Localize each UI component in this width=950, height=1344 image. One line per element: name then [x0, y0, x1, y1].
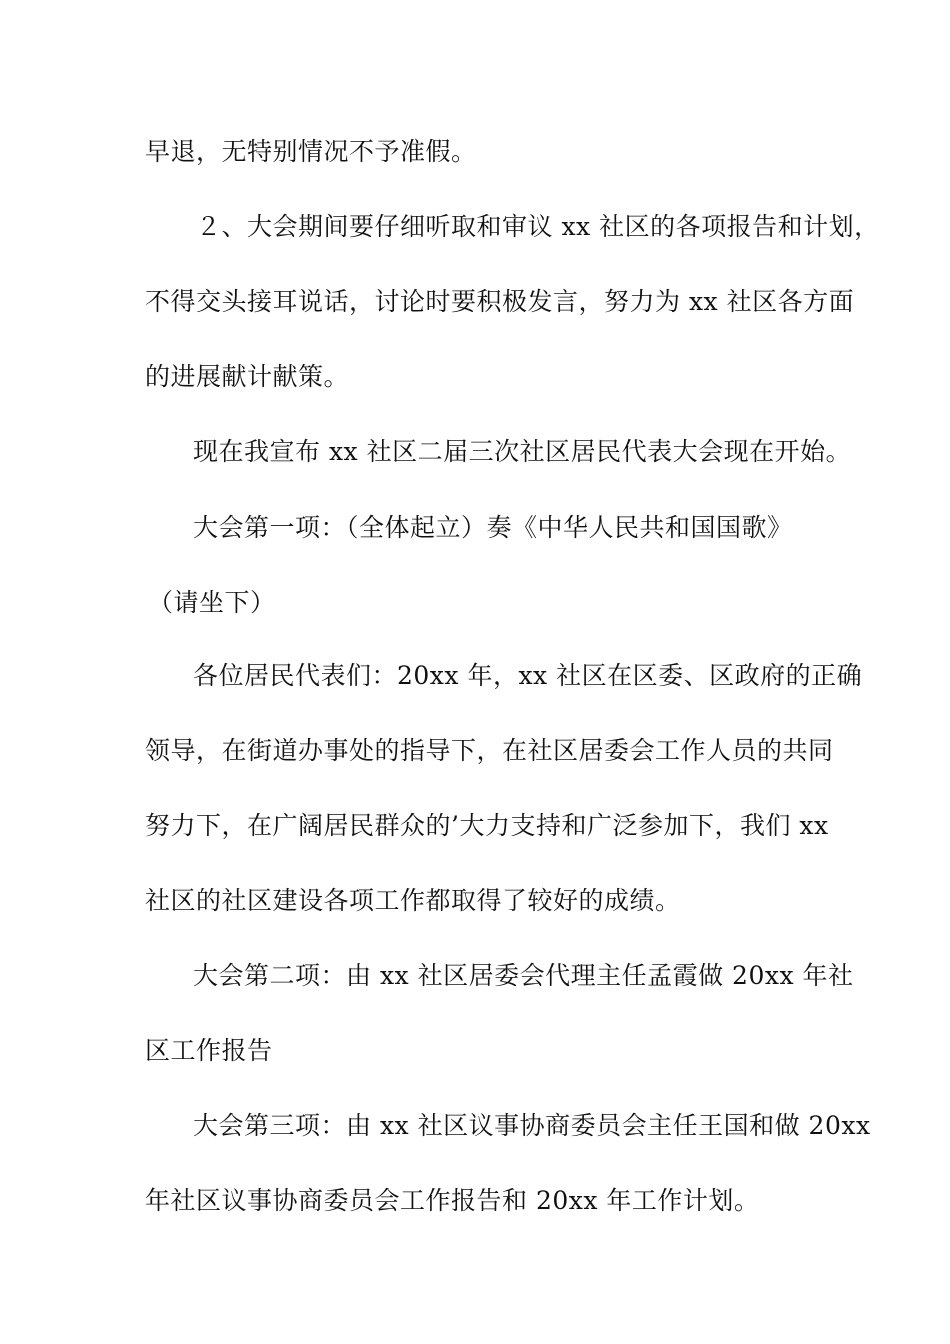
- text-line-5: 现在我宣布 xx 社区二届三次社区居民代表大会现在开始。: [193, 437, 852, 466]
- text-line-6: 大会第一项：（全体起立）奏《中华人民共和国国歌》: [193, 513, 793, 542]
- text-line-2: ２、大会期间要仔细听取和审议 xx 社区的各项报告和计划，: [196, 212, 880, 241]
- text-line-13: 区工作报告: [145, 1036, 273, 1065]
- text-line-8: 各位居民代表们：20xx 年，xx 社区在区委、区政府的正确: [193, 661, 863, 690]
- text-line-4: 的进展献计献策。: [145, 362, 350, 391]
- text-line-14: 大会第三项：由 xx 社区议事协商委员会主任王国和做 20xx: [193, 1111, 871, 1140]
- text-line-11: 社区的社区建设各项工作都取得了较好的成绩。: [145, 886, 681, 915]
- text-line-1: 早退，无特别情况不予准假。: [145, 137, 477, 166]
- text-line-10: 努力下，在广阔居民群众的’大力支持和广泛参加下，我们 xx: [145, 811, 829, 840]
- text-line-3: 不得交头接耳说话，讨论时要积极发言，努力为 xx 社区各方面: [145, 287, 855, 316]
- text-line-15: 年社区议事协商委员会工作报告和 20xx 年工作计划。: [145, 1186, 760, 1215]
- text-line-12: 大会第二项：由 xx 社区居委会代理主任孟霞做 20xx 年社: [193, 961, 854, 990]
- text-line-9: 领导，在街道办事处的指导下，在社区居委会工作人员的共同: [145, 736, 834, 765]
- text-line-7: （请坐下）: [148, 588, 276, 617]
